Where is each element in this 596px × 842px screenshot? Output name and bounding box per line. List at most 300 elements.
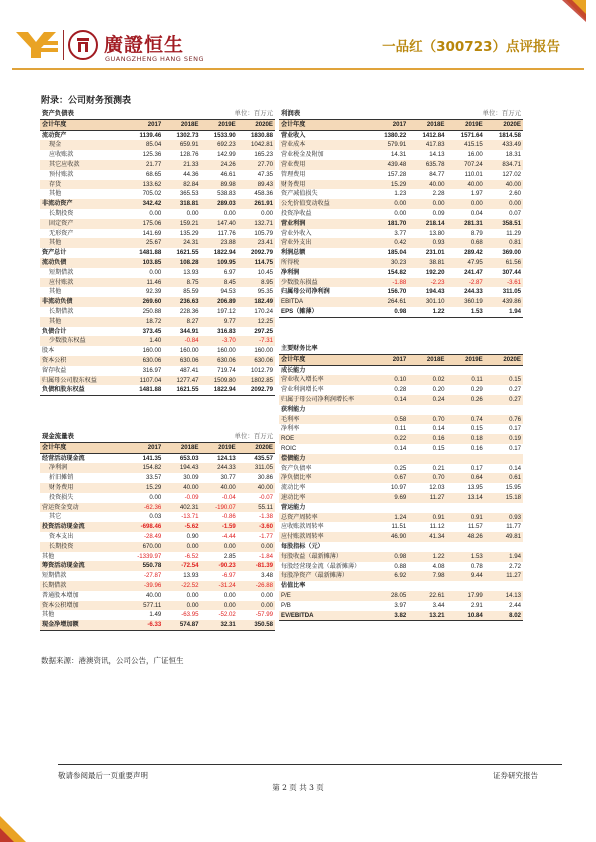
cell-value: 40.00 [408,180,446,190]
cell-value: 13.14 [447,493,485,503]
cell-value [447,405,485,415]
cell-value: 85.04 [126,140,163,150]
cell-value: 8.45 [201,278,238,288]
cell-value: 1509.80 [201,376,238,386]
table-row [40,522,275,532]
table-row [279,140,523,150]
row-label: 预付账款 [49,170,74,178]
cell-value: 82.84 [163,180,200,190]
row-label: 利润总额 [281,249,306,257]
cell-value: 0.00 [223,209,236,217]
cell-value: -3.61 [485,278,523,288]
cell-value: 40.00 [201,483,238,493]
table-row [279,591,523,601]
table-row [279,571,523,581]
cell-value: 30.09 [183,474,199,482]
table-row [40,278,275,288]
cell-value: 11.46 [126,278,163,288]
table-row [40,366,275,376]
appendix-title: 附录：公司财务预测表 [41,96,132,106]
cell-value: 630.06 [238,356,275,366]
table-row [40,483,275,493]
cell-value: 1481.88 [126,385,163,395]
cell-value: 1380.22 [384,131,407,139]
table-row [40,591,275,601]
table-row [279,581,523,591]
brand-name-en: GUANGZHENG HANG SENG [105,55,204,63]
cell-value: 194.43 [163,463,200,473]
cell-value: 264.61 [370,297,408,307]
row-label: 管理费用 [281,170,306,178]
row-label: 无形资产 [49,229,74,237]
row-label: ROIC [281,444,297,452]
cell-value: 1481.88 [139,249,162,257]
cell-value: 538.83 [217,190,236,198]
cell-value: 218.14 [408,219,446,229]
table-row [40,385,275,395]
row-label: 应收账款周转率 [281,523,324,531]
cell-value: 0.14 [370,395,408,405]
cell-value: 0.09 [432,209,445,217]
cell-value: 0.26 [447,395,485,405]
cell-value: 28.05 [370,591,408,601]
table-row [279,199,523,209]
table-row [279,405,523,415]
cell-value: 8.27 [163,317,200,327]
cell-value: 261.91 [238,199,275,209]
row-label: 归属母公司净利润 [281,288,330,296]
cell-value: 30.77 [220,474,236,482]
row-label: 净负债比率 [279,473,370,483]
cell-value: 125.36 [142,151,162,159]
table-row [40,199,275,209]
cell-value: 433.49 [485,140,523,150]
cell-value: 8.79 [470,229,483,237]
cell-value: 17.99 [447,591,485,601]
table-title: 现金流量表 [40,432,201,442]
cell-value [408,454,446,464]
cell-value: 55.11 [238,503,275,513]
cell-value: -0.86 [221,513,236,521]
table-row [40,561,275,571]
row-label: 应付账款 [40,278,126,288]
cell-value: -81.39 [238,561,275,571]
cell-value: 1822.94 [213,249,236,257]
cell-value: 228.36 [179,307,199,315]
row-label: 估值比率 [281,582,306,590]
cell-value [485,365,523,375]
cell-value: 439.86 [485,297,523,307]
cell-value: -39.96 [126,581,163,591]
row-label: 净利润 [281,268,300,276]
cell-value: 0.00 [261,591,273,599]
cell-value: 92.39 [146,288,162,296]
cell-value [485,542,523,552]
row-label: 资本公积增加 [40,601,126,611]
row-label: 资产总计 [42,249,67,257]
cell-value: 0.00 [186,209,199,217]
table-row [40,463,275,473]
cell-value: 0.98 [370,552,408,562]
row-label: 总资产周转率 [279,513,370,523]
cell-value: 834.71 [485,160,523,170]
row-label: 财务费用 [40,483,126,493]
cell-value: 0.98 [370,307,408,317]
cell-value: 2.60 [509,190,521,198]
row-label: 营运资金变动 [40,503,126,513]
table-row [40,209,275,219]
table-row [40,268,275,278]
row-label: 营业收入 [281,131,306,139]
cell-value: 185.04 [387,249,407,257]
table-row [279,562,523,572]
cell-value: 415.15 [447,140,485,150]
row-label: 短期借款 [42,572,67,580]
cell-value: 0.28 [394,386,407,394]
cell-value: 0.00 [201,542,238,552]
cell-value: 127.02 [502,170,521,178]
cell-value: 15.18 [485,493,523,503]
cell-value: 11.51 [391,523,407,531]
cell-value: 21.33 [163,160,200,170]
row-label: 投资净收益 [281,209,312,217]
cell-value: 105.79 [254,229,273,237]
table-row [279,365,523,375]
cell-value: -4.44 [221,532,236,540]
cell-value: 1.23 [394,190,407,198]
cell-value: 250.88 [142,307,162,315]
cell-value: 0.70 [408,415,446,425]
cell-value: 1533.90 [213,131,236,139]
cell-value: 0.17 [509,425,521,433]
cell-value: 23.88 [201,238,238,248]
cell-value: 1.94 [485,307,523,317]
table-row [40,140,275,150]
table-row [279,532,523,542]
cell-value: 0.19 [485,434,523,444]
cell-value: 114.75 [238,258,275,268]
row-label: 每股收益（最新摊薄） [279,552,370,562]
cell-value: -52.02 [218,611,236,619]
table-row [40,219,275,229]
cell-value: 84.77 [429,170,445,178]
row-label: 其他 [49,288,62,296]
row-label: 流动比率 [281,484,306,492]
cell-value: 0.14 [432,425,445,433]
cell-value: 2.85 [223,552,236,560]
cell-value: 705.02 [142,190,162,198]
cell-value: 458.36 [254,190,273,198]
cell-value: -0.84 [163,336,200,346]
cell-value: 170.24 [254,307,273,315]
cell-value: 10.84 [447,611,485,621]
cell-value: 0.14 [394,444,407,452]
table-row [279,180,523,190]
cell-value: 297.25 [254,327,273,335]
table-row [40,307,275,317]
cell-value: 0.00 [149,268,162,276]
row-label: P/E [279,591,370,601]
cell-value: 160.00 [142,347,162,355]
cell-value: 402.31 [163,503,200,513]
row-label: EV/EBITDA [279,611,370,621]
cell-value: 157.28 [387,170,407,178]
cell-value: 635.78 [408,160,446,170]
cell-value: 12.03 [429,484,445,492]
row-label: ROE [279,434,370,444]
row-label: 速动比率 [279,493,370,503]
footer-disclaimer: 敬请参阅最后一页重要声明 [58,771,148,780]
year-header: 2018E [163,442,200,453]
row-label: 营业利润 [279,219,370,229]
cell-value: 40.00 [146,591,162,599]
cell-value: -1339.97 [137,552,162,560]
cell-value: 33.57 [146,474,162,482]
cell-value: 117.76 [217,229,236,237]
cell-value: 439.48 [370,160,408,170]
cell-value: 1.49 [149,611,162,619]
table-title-row [40,109,275,119]
table-row [279,464,523,474]
cell-value: 659.91 [163,140,200,150]
cell-value: 9.77 [201,317,238,327]
cell-value: -31.24 [201,581,238,591]
row-label: 投资活动现金流 [40,522,126,532]
row-label: 营业成本 [279,140,370,150]
page-header [0,0,596,78]
cell-value: 47.35 [257,170,273,178]
row-label: 筹资活动现金流 [40,561,126,571]
cell-value: 373.45 [142,327,162,335]
year-header: 2018E [163,119,200,130]
row-label: 财务费用 [279,180,370,190]
cell-value: -2.87 [447,278,485,288]
row-label: 其他 [42,611,55,619]
row-label: 营业外收入 [281,229,312,237]
cell-value: 0.04 [470,209,483,217]
cell-value: 11.77 [506,523,521,531]
cell-value: 44.36 [183,170,199,178]
table-row [40,327,275,337]
cell-value: 159.21 [163,219,200,229]
row-label: 留存收益 [42,366,67,374]
cell-value: 156.70 [387,288,407,296]
cell-value: 0.20 [432,386,445,394]
row-label: 投资损失 [49,493,74,501]
cell-value [485,454,523,464]
cell-value: 289.03 [201,199,238,209]
cell-value: -0.09 [184,493,199,501]
brand-name-cn: 廣證恒生 [104,34,185,56]
cell-value: 8.02 [485,611,523,621]
cell-value: 0.00 [408,199,446,209]
cell-value: -0.04 [221,493,236,501]
table-row [40,473,275,483]
cell-value: 0.91 [408,513,446,523]
table-row [40,581,275,591]
cell-value: 0.22 [370,434,408,444]
cell-value: 244.33 [201,463,238,473]
cell-value [370,503,408,513]
cell-value: 653.03 [179,454,199,462]
income-statement-table [279,109,523,318]
cell-value: 269.60 [126,297,163,307]
table-row [40,130,275,140]
cell-value: 133.62 [126,180,163,190]
cell-value: 175.06 [126,219,163,229]
table-row [40,571,275,581]
row-label: 其他 [40,238,126,248]
row-label: 固定资产 [40,219,126,229]
table-row [279,219,523,229]
table-row [40,493,275,503]
table-row [40,356,275,366]
cell-value: 2.28 [432,190,445,198]
cell-value [408,542,446,552]
table-header-row [279,119,523,130]
table-row [279,434,523,444]
row-label: 存货 [40,180,126,190]
cell-value: 103.85 [126,258,163,268]
row-label: 成长能力 [281,366,306,374]
cell-value: 0.17 [509,444,521,452]
cell-value: 109.95 [201,258,238,268]
year-header: 2017 [126,119,163,130]
cell-value [370,365,408,375]
cell-value: 38.81 [408,258,446,268]
table-row [40,189,275,199]
table-header-row [40,119,275,130]
cell-value: 0.67 [370,473,408,483]
table-row [40,542,275,552]
cell-value: 30.23 [370,258,408,268]
cell-value: 0.70 [408,473,446,483]
cell-value: 2.72 [509,562,521,570]
cell-value: -7.31 [238,336,275,346]
table-row [279,522,523,532]
row-label: 少数股东损益 [279,278,370,288]
cell-value [447,503,485,513]
cell-value: 1571.64 [460,131,483,139]
cell-value: 1.53 [447,552,485,562]
cell-value: 89.43 [238,180,275,190]
cell-value [408,365,446,375]
table-row [40,297,275,307]
cell-value [370,454,408,464]
cell-value [370,581,408,591]
cell-value: 18.31 [505,151,521,159]
year-header: 2020E [485,354,523,365]
row-label: 其它应收款 [40,160,126,170]
cell-value: 95.35 [257,288,273,296]
table-row [279,229,523,239]
cell-value: 192.20 [425,268,445,276]
row-label: 所得税 [279,258,370,268]
table-row [279,395,523,405]
footer-report-type: 证券研究报告 [493,771,538,780]
cell-value: 0.00 [238,601,275,611]
cell-value: 719.74 [217,366,236,374]
cell-value: 13.93 [183,572,199,580]
table-row [40,620,275,630]
cell-value: -190.07 [201,503,238,513]
cell-value: 1621.55 [176,249,199,257]
cell-value: 61.56 [485,258,523,268]
table-row [40,532,275,542]
row-label: 资产负债率 [281,464,312,472]
cell-value: -3.60 [238,522,275,532]
cell-value: 0.00 [238,542,275,552]
cell-value: 550.78 [126,561,163,571]
cell-value: 3.48 [261,572,273,580]
cell-value: 316.97 [142,366,162,374]
table-row [40,376,275,386]
cell-value: 0.93 [485,513,523,523]
cell-value: 0.15 [470,425,483,433]
cell-value: 3.97 [394,601,407,609]
row-label: P/B [281,601,291,609]
cell-value: 281.31 [447,219,485,229]
cell-value: 0.00 [149,493,162,501]
cell-value [370,542,408,552]
cell-value: -90.23 [201,561,238,571]
row-label: 非流动资产 [40,199,126,209]
cell-value: 0.00 [201,601,238,611]
cell-value: 110.01 [464,170,483,178]
cell-value: 206.89 [201,297,238,307]
cell-value [447,542,485,552]
cell-value: 2.44 [509,601,521,609]
row-label: 营业外支出 [279,238,370,248]
cell-value: 231.01 [425,249,445,257]
cell-value: -1.38 [259,513,273,521]
cell-value: 24.31 [163,238,200,248]
row-label: 现金净增加额 [40,620,126,630]
cell-value: 94.53 [220,288,236,296]
table-unit: 单位：百万元 [201,432,276,442]
cell-value: -6.97 [221,572,236,580]
row-label: 应收账款 [49,151,74,159]
cell-value: 41.34 [408,532,446,542]
cell-value: 21.77 [126,160,163,170]
cell-value: 108.28 [163,258,200,268]
row-label: 应付账款周转率 [279,532,370,542]
year-header: 2020E [238,442,275,453]
row-label: 长期投资 [49,209,74,217]
cell-value: 6.92 [370,571,408,581]
row-label: 公允价值变动收益 [279,199,370,209]
table-title: 利润表 [279,109,447,119]
cell-value [447,581,485,591]
cell-value: 1830.88 [250,131,273,139]
cell-value: -2.23 [408,278,446,288]
cell-value: 46.90 [370,532,408,542]
cell-value: 85.59 [183,288,199,296]
row-label: 现金 [40,140,126,150]
cell-value [408,581,446,591]
cell-value: 16.00 [467,151,483,159]
row-label: 资本支出 [49,532,74,540]
table-row [40,258,275,268]
cell-value: 9.69 [370,493,408,503]
row-label: 偿债能力 [279,454,370,464]
row-label: 流动资产 [42,131,67,139]
cell-value: 124.13 [217,454,236,462]
cell-value: 1139.46 [139,131,162,139]
ratios-title-row [279,344,523,354]
cell-value: -57.99 [255,611,273,619]
table-row [40,503,275,513]
